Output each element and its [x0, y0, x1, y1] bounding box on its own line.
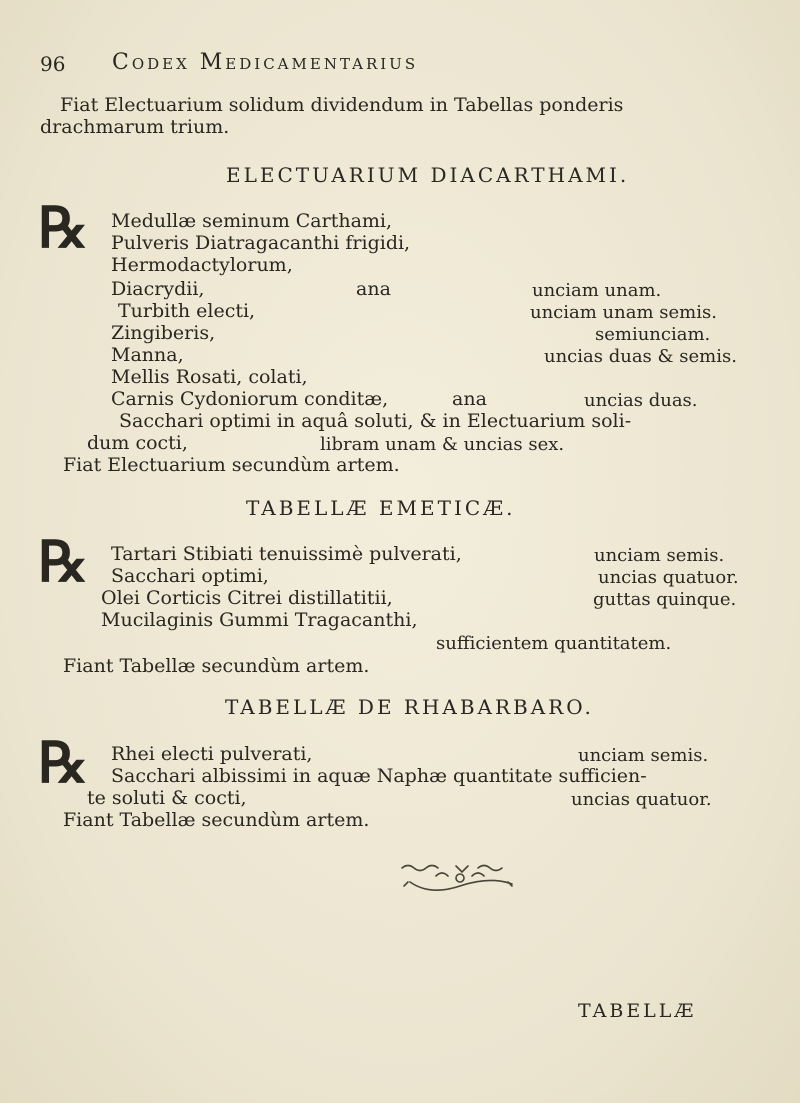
- quantity: semiunciam.: [595, 324, 711, 345]
- intro-line-1: Fiat Electuarium solidum dividendum in Tabellas ponderis: [60, 94, 624, 116]
- ingredient: Hermodactylorum,: [111, 254, 293, 276]
- page-number: 96: [40, 52, 66, 76]
- closing-line: Fiant Tabellæ secundùm artem.: [63, 809, 370, 831]
- ingredient: Medullæ seminum Carthami,: [111, 210, 393, 232]
- ingredient: Pulveris Diatragacanthi frigidi,: [111, 232, 411, 254]
- recipe-symbol: ℞: [38, 730, 89, 796]
- quantity: unciam unam semis.: [530, 302, 717, 323]
- quantity: uncias duas.: [584, 390, 698, 411]
- ingredient: Manna,: [111, 344, 184, 366]
- ingredient: Rhei electi pulverati,: [111, 743, 313, 765]
- ingredient: Sacchari optimi,: [111, 565, 269, 587]
- ingredient: Mellis Rosati, colati,: [111, 366, 308, 388]
- ingredient: Carnis Cydoniorum conditæ,: [111, 388, 389, 410]
- ingredient: Sacchari optimi in aquâ soluti, & in Electuarium soli-: [119, 410, 632, 432]
- section-title-rhabarbaro: TABELLÆ DE RHABARBARO.: [225, 695, 594, 719]
- closing-line: Fiat Electuarium secundùm artem.: [63, 454, 400, 476]
- recipe-symbol: ℞: [38, 195, 89, 261]
- ana-word: ana: [452, 388, 487, 410]
- quantity: uncias duas & semis.: [544, 346, 737, 367]
- quantity: unciam semis.: [578, 745, 709, 766]
- ingredient: Zingiberis,: [111, 322, 216, 344]
- ornament-icon: [396, 860, 524, 894]
- ingredient: te soluti & cocti,: [87, 787, 247, 809]
- running-title: Codex Medicamentarius: [112, 50, 419, 75]
- catchword: TABELLÆ: [578, 1000, 697, 1022]
- ingredient: Diacrydii,: [111, 278, 205, 300]
- ingredient: dum cocti,: [87, 432, 188, 454]
- ingredient: Tartari Stibiati tenuissimè pulverati,: [111, 543, 462, 565]
- ingredient: Sacchari albissimi in aquæ Naphæ quantitate sufficien-: [111, 765, 647, 787]
- quantity: unciam semis.: [594, 545, 725, 566]
- section-title-diacarthami: ELECTUARIUM DIACARTHAMI.: [226, 163, 630, 187]
- quantity: sufficientem quantitatem.: [436, 633, 672, 654]
- ingredient: Turbith electi,: [118, 300, 256, 322]
- ingredient: Mucilaginis Gummi Tragacanthi,: [101, 609, 418, 631]
- quantity: uncias quatuor.: [571, 789, 712, 810]
- quantity: libram unam & uncias sex.: [320, 434, 565, 455]
- section-title-emeticae: TABELLÆ EMETICÆ.: [246, 496, 516, 520]
- closing-line: Fiant Tabellæ secundùm artem.: [63, 655, 370, 677]
- intro-line-2: drachmarum trium.: [40, 116, 230, 138]
- quantity: guttas quinque.: [593, 589, 737, 610]
- quantity: uncias quatuor.: [598, 567, 739, 588]
- ana-word: ana: [356, 278, 391, 300]
- ingredient: Olei Corticis Citrei distillatitii,: [101, 587, 393, 609]
- recipe-symbol: ℞: [38, 529, 89, 595]
- quantity: unciam unam.: [532, 280, 662, 301]
